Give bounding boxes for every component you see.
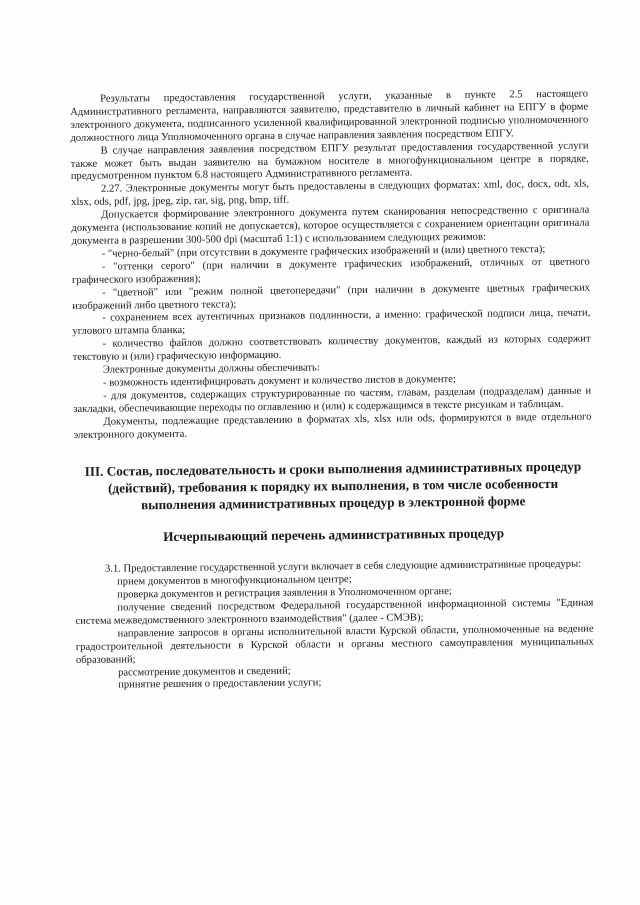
list-item-bw: - "черно-белый" (при отсутствии в документе графических изображений и (или) цветного текста); [101,243,546,260]
paragraph-spreadsheets: Документы, подлежащие представлению в форматах xls, xlsx или ods, формируются в виде отдельного электронного документа. [73,411,592,441]
procedure-item: рассмотрение документов и сведений; [118,665,291,679]
paragraph-must-provide: Электронные документы должны обеспечивать: [102,362,320,376]
list-item-color: - "цветной" или "режим полной цветопередачи" (при наличии в документе цветных графических изображений либо цветного текста); [72,282,591,312]
section-heading: III. Состав, последовательность и сроки выполнения административных процедур (действий), требования к порядку их выполнения, в том числе особенности выполнения административных процедур в электронной форме [84,459,582,512]
list-item-file-count: - количество файлов должно соответствовать количеству документов, каждый из которых содержит текстовую и (или) графическую информацию. [72,333,591,364]
procedure-item: проверка документов и регистрация заявления в Уполномоченном органе; [117,586,452,601]
procedures-block [75,559,594,693]
procedure-item: получение сведений посредством Федеральной государственной информационной системы "Единая система межведомственного электронного взаимодействия" (далее - СМЭВ); [75,597,594,627]
paragraph-paper-copy: В случае направления заявления посредством ЕПГУ результат предоставления государственной услуги также может быть выдан заявителю на бумажном носителе в многофункциональном центре в порядке, предусмотренном пунктом 6.8 настоящего Административного регламента. [70,140,589,183]
document-body [70,89,594,694]
procedure-item: принятие решения о предоставлении услуги; [118,677,322,691]
list-item-grayscale: - "оттенки серого" (при наличии в документе графических изображений, отличных от цветного графического изображения); [71,256,590,286]
paragraph-formats: 2.27. Электронные документы могут быть предоставлены в следующих форматах: xml, doc, docx, odt, xls, xlsx, ods, pdf, jpg, jpeg, zip, rar, sig, png, bmp, tiff. [71,178,590,209]
list-item-authenticity: - сохранением всех аутентичных признаков подлинности, а именно: графической подписи лица, печати, углового штампа бланка; [72,307,591,338]
paragraph-results: Результаты предоставления государственной услуги, указанные в пункте 2.5 настоящего Административного регламента, направляются заявителю, представителю в личный кабинет на ЕПГУ в форме электронного документа, подписанного усиленной квалифицированной электронной подписью уполномоченного должностного лица Уполномоченного органа в случае направления заявления посредством ЕПГУ. [70,88,589,144]
subsection-heading: Исчерпывающий перечень административных процедур [163,525,505,545]
procedure-item: направление запросов в органы исполнительной власти Курской области, уполномоченные на ведение градостроительной деятельности в Курской области и органы местного самоуправления муниципальных образований; [75,623,594,666]
list-item-structured: - для документов, содержащих структурированные по частям, главам, разделам (подразделам) данные и закладки, обеспечивающие переходы по оглавлению и (или) к содержащимся в тексте рисункам и таблицам. [73,385,592,415]
paragraph-procedures-intro: 3.1. Предоставление государственной услуги включает в себя следующие административные процедуры: [104,558,582,575]
paragraph-scanning: Допускается формирование электронного документа путем сканирования непосредственно с оригинала документа (использование копий не допускается), которое осуществляется с сохранением ориентации оригинала документа в разрешении 300-500 dpi (масштаб 1:1) с использованием следующих режимов: [71,204,590,247]
procedure-item: прием документов в многофункциональном центре; [117,574,352,588]
list-item-identify: - возможность идентифицировать документ и количество листов в документе; [102,373,456,389]
